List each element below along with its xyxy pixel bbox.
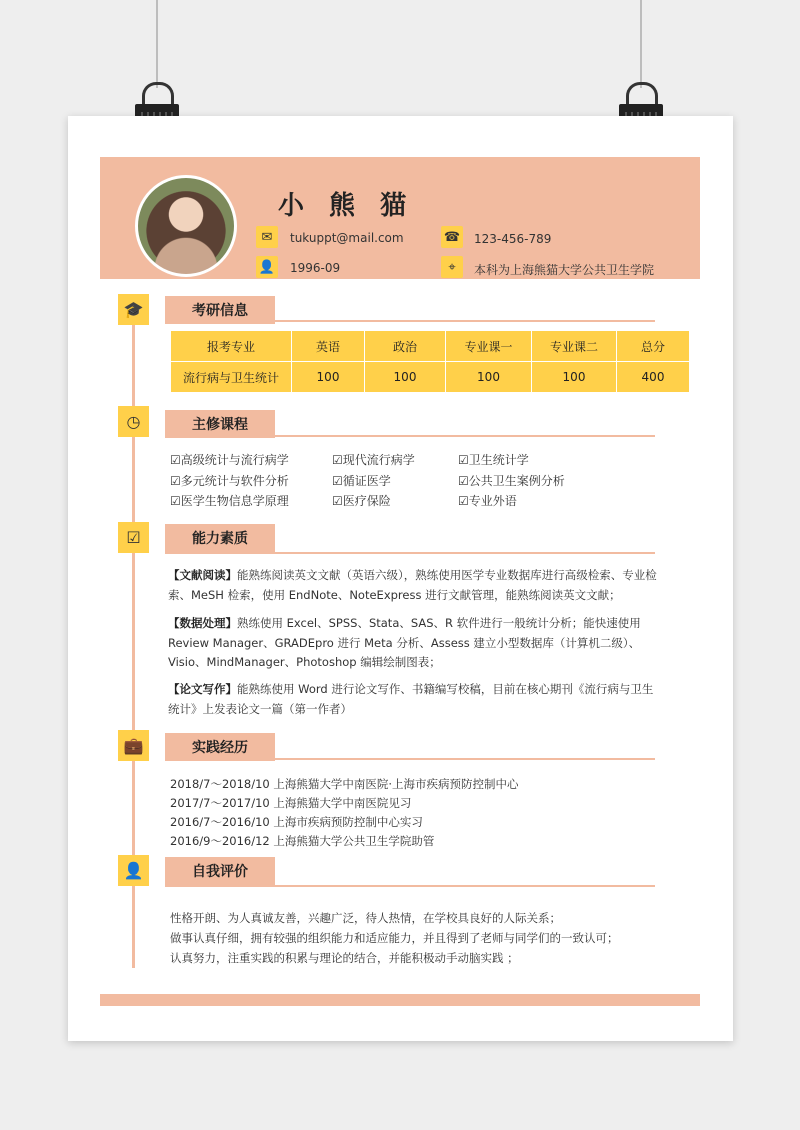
section-divider bbox=[165, 320, 655, 322]
table-row bbox=[171, 362, 690, 393]
section-title-courses: 主修课程 bbox=[165, 410, 275, 438]
practice-list bbox=[170, 775, 519, 851]
list-item: 做事认真仔细，拥有较强的组织能力和适应能力，并且得到了老师与同学们的一致认可； bbox=[170, 931, 619, 945]
ability-text: 能熟练使用 Word 进行论文写作、书籍编写校稿，目前在核心期刊《流行病与卫生统计》上发表论文一篇（第一作者） bbox=[168, 682, 654, 716]
briefcase-icon: 💼 bbox=[118, 730, 149, 761]
ability-text: 熟练使用 Excel、SPSS、Stata、SAS、R 软件进行一般统计分析；能快速使用 Review Manager、GRADEpro 进行 Meta 分析、Assess 建立小型数据库（计算机二级）、Visio、MindManager、Photoshop 编辑绘制图表； bbox=[168, 616, 641, 669]
course-item: ☑医学生物信息学原理 bbox=[170, 494, 289, 508]
phone-text: 123-456-789 bbox=[474, 232, 552, 246]
table-header-cell: 专业课一 bbox=[446, 331, 532, 362]
section-divider bbox=[165, 758, 655, 760]
course-item: ☑卫生统计学 bbox=[458, 453, 529, 467]
course-item: ☑医疗保险 bbox=[332, 494, 391, 508]
footer-bar bbox=[100, 994, 700, 1006]
birth-text: 1996-09 bbox=[290, 261, 341, 275]
section-divider bbox=[165, 435, 655, 437]
ability-text: 能熟练阅读英文文献（英语六级），熟练使用医学专业数据库进行高级检索、专业检索、MeSH 检索，使用 EndNote、NoteExpress 进行文献管理，能熟练阅读英文文献； bbox=[168, 568, 657, 602]
mail-icon: ✉ bbox=[256, 226, 278, 248]
exam-score-table bbox=[170, 330, 690, 393]
table-cell: 流行病与卫生统计 bbox=[171, 362, 292, 393]
ability-writing bbox=[168, 680, 660, 719]
table-cell: 100 bbox=[365, 362, 446, 393]
table-cell: 400 bbox=[617, 362, 690, 393]
user-icon: 👤 bbox=[118, 855, 149, 886]
table-cell: 100 bbox=[292, 362, 365, 393]
list-item: 2016/7～2016/10 上海市疾病预防控制中心实习 bbox=[170, 815, 423, 829]
section-title-practice: 实践经历 bbox=[165, 733, 275, 761]
section-title-abilities: 能力素质 bbox=[165, 524, 275, 552]
graduation-cap-icon: 🎓 bbox=[118, 294, 149, 325]
education-text: 本科为上海熊猫大学公共卫生学院 bbox=[474, 263, 655, 277]
list-item: 认真努力，注重实践的积累与理论的结合，并能积极动手动脑实践 ； bbox=[170, 951, 519, 965]
table-header-cell: 英语 bbox=[292, 331, 365, 362]
location-icon: ⌖ bbox=[441, 256, 463, 278]
course-item: ☑现代流行病学 bbox=[332, 453, 415, 467]
ability-label: 【数据处理】 bbox=[168, 616, 237, 630]
section-divider bbox=[165, 885, 655, 887]
hanging-string-right bbox=[640, 0, 642, 88]
table-header-cell: 总分 bbox=[617, 331, 690, 362]
hanging-string-left bbox=[156, 0, 158, 88]
list-item: 2018/7～2018/10 上海熊猫大学中南医院·上海市疾病预防控制中心 bbox=[170, 777, 519, 791]
email-text: tukuppt@mail.com bbox=[290, 231, 404, 245]
course-item: ☑高级统计与流行病学 bbox=[170, 453, 289, 467]
person-icon: 👤 bbox=[256, 256, 278, 278]
course-item: ☑多元统计与软件分析 bbox=[170, 474, 289, 488]
self-eval-list bbox=[170, 908, 619, 968]
phone-icon: ☎ bbox=[441, 226, 463, 248]
ability-label: 【论文写作】 bbox=[168, 682, 237, 696]
list-item: 2017/7～2017/10 上海熊猫大学中南医院见习 bbox=[170, 796, 412, 810]
course-item: ☑公共卫生案例分析 bbox=[458, 474, 565, 488]
course-item: ☑专业外语 bbox=[458, 494, 517, 508]
avatar bbox=[135, 175, 237, 277]
table-header-cell: 政治 bbox=[365, 331, 446, 362]
ability-label: 【文献阅读】 bbox=[168, 568, 237, 582]
table-header-cell: 专业课二 bbox=[532, 331, 617, 362]
ability-reading bbox=[168, 566, 660, 605]
course-item: ☑循证医学 bbox=[332, 474, 391, 488]
list-item: 2016/9～2016/12 上海熊猫大学公共卫生学院助管 bbox=[170, 834, 435, 848]
table-header-row bbox=[171, 331, 690, 362]
table-cell: 100 bbox=[532, 362, 617, 393]
checkbox-icon: ☑ bbox=[118, 522, 149, 553]
clock-icon: ◷ bbox=[118, 406, 149, 437]
section-title-self: 自我评价 bbox=[165, 857, 275, 885]
section-divider bbox=[165, 552, 655, 554]
section-title-exam: 考研信息 bbox=[165, 296, 275, 324]
list-item: 性格开朗、为人真诚友善，兴趣广泛，待人热情，在学校具良好的人际关系； bbox=[170, 911, 561, 925]
table-cell: 100 bbox=[446, 362, 532, 393]
table-header-cell: 报考专业 bbox=[171, 331, 292, 362]
candidate-name: 小 熊 猫 bbox=[278, 191, 415, 221]
ability-data bbox=[168, 614, 660, 673]
